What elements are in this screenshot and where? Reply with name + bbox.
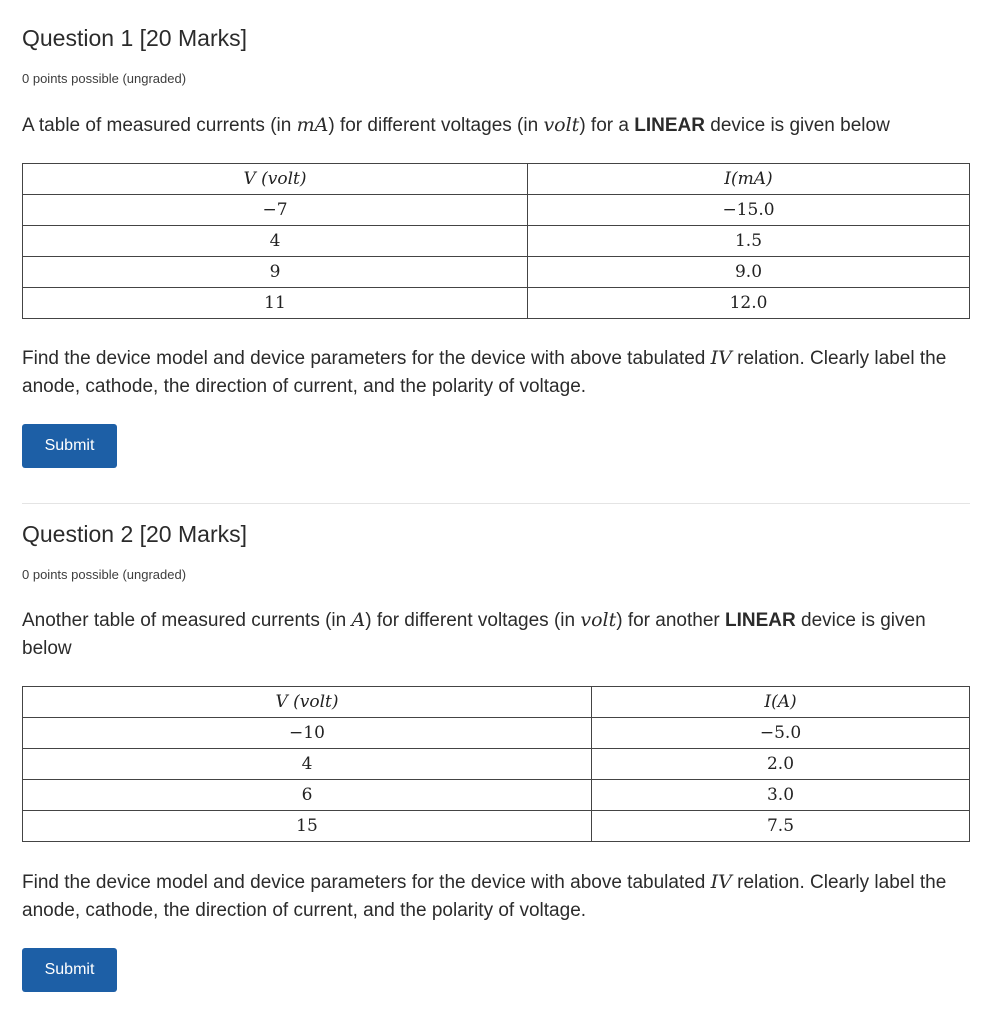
question-title: Question 1 [20 Marks] xyxy=(22,25,247,51)
iv-table xyxy=(22,163,970,319)
voltage-cell: 15 xyxy=(23,811,592,842)
current-cell: 9.0 xyxy=(528,257,970,288)
current-cell: 2.0 xyxy=(592,749,970,780)
intro-text: device is given below xyxy=(704,115,890,136)
points-possible: 0 points possible (ungraded) xyxy=(22,71,187,86)
unit-current: mA xyxy=(296,114,329,136)
table-row xyxy=(23,749,970,780)
voltage-cell: −7 xyxy=(23,195,528,226)
table-row xyxy=(23,288,970,319)
current-cell: 12.0 xyxy=(528,288,970,319)
linear-keyword: LINEAR xyxy=(634,115,705,136)
iv-math: IV xyxy=(710,871,732,893)
table-row xyxy=(23,718,970,749)
current-cell: −5.0 xyxy=(592,718,970,749)
submit-button[interactable]: Submit xyxy=(22,424,117,468)
column-header-current: I(mA) xyxy=(528,164,970,195)
submit-button[interactable]: Submit xyxy=(22,948,117,992)
current-cell: −15.0 xyxy=(528,195,970,226)
voltage-cell: 4 xyxy=(23,749,592,780)
unit-voltage: volt xyxy=(543,114,580,136)
intro-text: ) for different voltages (in xyxy=(365,610,581,631)
question-divider xyxy=(22,503,970,504)
table-row xyxy=(23,226,970,257)
body-text: relation. Clearly label the anode, cathode, the direction of current, and the polarity of voltage. xyxy=(22,872,947,921)
voltage-cell: 4 xyxy=(23,226,528,257)
voltage-cell: 6 xyxy=(23,780,592,811)
iv-math: IV xyxy=(710,347,732,369)
intro-text: ) for different voltages (in xyxy=(328,115,544,136)
current-cell: 1.5 xyxy=(528,226,970,257)
table-row xyxy=(23,195,970,226)
intro-text: Another table of measured currents (in xyxy=(22,610,352,631)
table-row xyxy=(23,257,970,288)
question-title: Question 2 [20 Marks] xyxy=(22,521,247,547)
table-row xyxy=(23,780,970,811)
linear-keyword: LINEAR xyxy=(725,610,796,631)
current-cell: 3.0 xyxy=(592,780,970,811)
body-text: relation. Clearly label the anode, cathode, the direction of current, and the polarity of voltage. xyxy=(22,348,947,397)
intro-text: device is given below xyxy=(22,610,926,659)
voltage-cell: −10 xyxy=(23,718,592,749)
table-header-row xyxy=(23,687,970,718)
unit-current: A xyxy=(351,609,366,631)
question-intro xyxy=(22,606,970,663)
voltage-cell: 9 xyxy=(23,257,528,288)
intro-text: ) for another xyxy=(616,610,726,631)
current-cell: 7.5 xyxy=(592,811,970,842)
intro-text: ) for a xyxy=(579,115,635,136)
body-text: Find the device model and device parameters for the device with above tabulated xyxy=(22,348,711,369)
iv-table xyxy=(22,686,970,842)
question-1 xyxy=(22,22,970,454)
points-possible: 0 points possible (ungraded) xyxy=(22,567,187,582)
question-body xyxy=(22,868,952,925)
question-body xyxy=(22,344,952,401)
unit-voltage: volt xyxy=(580,609,617,631)
column-header-current: I(A) xyxy=(592,687,970,718)
voltage-cell: 11 xyxy=(23,288,528,319)
question-2 xyxy=(22,518,970,978)
table-header-row xyxy=(23,164,970,195)
body-text: Find the device model and device parameters for the device with above tabulated xyxy=(22,872,711,893)
table-row xyxy=(23,811,970,842)
question-intro xyxy=(22,111,970,140)
column-header-voltage: V (volt) xyxy=(23,164,528,195)
intro-text: A table of measured currents (in xyxy=(22,115,297,136)
column-header-voltage: V (volt) xyxy=(23,687,592,718)
